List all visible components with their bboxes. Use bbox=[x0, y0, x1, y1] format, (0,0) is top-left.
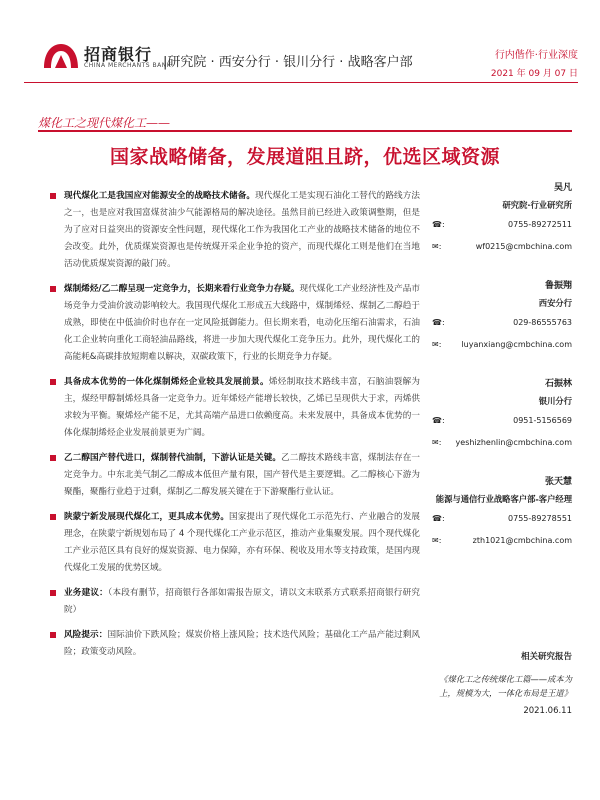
analyst-card bbox=[432, 474, 572, 558]
bullet-marker-icon bbox=[50, 514, 56, 520]
phone-icon: ☎: bbox=[432, 514, 445, 523]
analyst-phone-line bbox=[432, 416, 572, 430]
report-title: 国家战略储备，发展道阻且跻，优选区域资源 bbox=[109, 146, 500, 168]
bullet-text: 烯烃制取技术路线丰富，石脑油裂解为主，煤经甲醇制烯烃具备一定竞争力。近年烯烃产能增长较快，乙烯已呈现供大于求，丙烯供求较为平衡。聚烯烃产能不足，尤其高端产品进口依赖度高。未来发展中，具备成本优势的一体化煤制烯烃企业发展前景更为广阔。 bbox=[64, 377, 420, 438]
mail-icon: ✉: bbox=[432, 536, 442, 545]
analyst-phone-line bbox=[432, 514, 572, 528]
bullet-lead: 现代煤化工是我国应对能源安全的战略技术储备。 bbox=[64, 191, 256, 201]
header-divider bbox=[24, 82, 578, 83]
bullet-marker-icon bbox=[50, 590, 56, 596]
analyst-phone-line bbox=[432, 220, 572, 234]
related-reports bbox=[432, 650, 572, 716]
analyst-role: 西安分行 bbox=[538, 298, 572, 308]
bullet-marker-icon bbox=[50, 455, 56, 461]
analyst-role: 能源与通信行业战略客户部-客户经理 bbox=[435, 494, 572, 504]
analyst-role: 研究院·行业研究所 bbox=[502, 200, 572, 210]
analyst-email[interactable]: zth1021@cmbchina.com bbox=[472, 536, 572, 545]
bullet-text: 乙二醇技术路线丰富，煤制法存在一定竞争力。中东北美气制乙二醇成本低但产量有限，国产替代是主要逻辑。乙二醇核心下游为聚酯，聚酯行业趋于过剩，煤制乙二醇发展关键在于下游聚酯行业认证。 bbox=[64, 453, 420, 497]
analyst-email-line bbox=[432, 536, 572, 550]
bullet-lead: 陕蒙宁新发展现代煤化工，更具成本优势。 bbox=[64, 512, 230, 522]
analyst-email-line bbox=[432, 438, 572, 452]
bullet-text: 现代煤化工产业经济性及产品市场竞争力受油价波动影响较大。我国现代煤化工形成五大线路中，煤制烯烃、煤制乙二醇趋于成熟，即使在中低油价时也存在一定风险抵御能力。但长期来看，电动化压缩石油需求，石油化工企业转向重化工商轻油品路线，将进一步加大现代煤化工竞争压力。此外，现代煤化工的高能耗&高碳排放短期难以解决，双碳政策下，行业的长期竞争力存疑。 bbox=[64, 284, 420, 362]
analyst-phone: 0755-89278551 bbox=[508, 514, 572, 523]
phone-icon: ☎: bbox=[432, 318, 445, 327]
analyst-email-line bbox=[432, 340, 572, 354]
mail-icon: ✉: bbox=[432, 242, 442, 251]
phone-icon: ☎: bbox=[432, 220, 445, 229]
related-report-date: 2021.06.11 bbox=[523, 706, 572, 716]
report-series: 煤化工之现代煤化工—— bbox=[38, 116, 171, 130]
phone-icon: ☎: bbox=[432, 416, 445, 425]
bullet-lead: 风险提示： bbox=[64, 630, 108, 640]
analyst-name: 石振林 bbox=[544, 379, 572, 389]
bullet-lead: 业务建议： bbox=[64, 588, 108, 598]
analyst-email[interactable]: luyanxiang@cmbchina.com bbox=[461, 340, 572, 349]
bullet-marker-icon bbox=[50, 286, 56, 292]
summary-bullet bbox=[48, 450, 420, 501]
summary-bullet bbox=[48, 281, 420, 366]
analyst-name: 吴凡 bbox=[553, 183, 572, 193]
bullet-text: 国际油价下跌风险；煤炭价格上涨风险；技术迭代风险；基础化工产品产能过剩风险；政策变动风险。 bbox=[64, 630, 420, 657]
bullet-text: 国家提出了现代煤化工示范先行、产业融合的发展理念，在陕蒙宁新规划布局了 4 个现代煤化工产业示范区，推动产业集聚发展。四个现代煤化工产业示范区具有良好的煤炭资源、电力保障，亦有环保、税收及用水等支持政策，是国内现代煤化工发展的优势区域。 bbox=[64, 512, 420, 573]
bank-name-en: CHINA MERCHANTS BANK bbox=[84, 62, 172, 69]
analyst-email[interactable]: yeshizhenlin@cmbchina.com bbox=[455, 438, 572, 447]
departments: |研究院 · 西安分行 · 银川分行 · 战略客户部 bbox=[163, 55, 413, 70]
summary-body bbox=[48, 188, 420, 669]
bullet-text: （本段有删节，招商银行各部如需报告原文，请以文末联系方式联系招商银行研究院） bbox=[64, 588, 420, 615]
summary-bullet bbox=[48, 627, 420, 661]
bullet-lead: 具备成本优势的一体化煤制烯烃企业较具发展前景。 bbox=[64, 377, 269, 387]
cmb-logo-icon bbox=[40, 38, 82, 72]
mail-icon: ✉: bbox=[432, 340, 442, 349]
analyst-phone: 0951-5156569 bbox=[513, 416, 572, 425]
summary-bullet bbox=[48, 374, 420, 442]
analyst-phone: 029-86555763 bbox=[513, 318, 572, 327]
bullet-lead: 乙二醇国产替代进口，煤制替代油制，下游认证是关键。 bbox=[64, 453, 282, 463]
analyst-card bbox=[432, 278, 572, 362]
summary-bullet bbox=[48, 188, 420, 273]
related-heading: 相关研究报告 bbox=[520, 652, 572, 662]
bullet-lead: 煤制烯烃/乙二醇呈现一定竞争力，长期来看行业竞争力存疑。 bbox=[64, 284, 300, 294]
bullet-text: 现代煤化工是实现石油化工替代的路线方法之一，也是应对我国富煤贫油少气能源格局的解决途径。虽然目前已经进入政策调整期，但是为了应对日益突出的资源安全性问题，现代煤化工作为我国化工产业的战略技术储备的地位不会改变。此外，优质煤炭资源也是传统煤开采企业争抢的资产，而现代煤化工则是他们在当地活动优质煤炭资源的敲门砖。 bbox=[64, 191, 420, 269]
report-header bbox=[0, 0, 600, 90]
analyst-name: 鲁振翔 bbox=[544, 281, 572, 291]
summary-bullet bbox=[48, 585, 420, 619]
series-divider bbox=[38, 130, 572, 132]
analyst-email-line bbox=[432, 242, 572, 256]
mail-icon: ✉: bbox=[432, 438, 442, 447]
bullet-marker-icon bbox=[50, 193, 56, 199]
bank-name: 招商银行 bbox=[84, 45, 153, 64]
analyst-role: 银川分行 bbox=[538, 396, 572, 406]
related-report-title[interactable]: 《煤化工之传统煤化工篇——成本为上，规模为大，一体化布局是王道》 bbox=[439, 674, 572, 698]
analyst-name: 张天慧 bbox=[544, 477, 572, 487]
analyst-phone: 0755-89272511 bbox=[508, 220, 572, 229]
bullet-marker-icon bbox=[50, 379, 56, 385]
analyst-card bbox=[432, 180, 572, 264]
analyst-phone-line bbox=[432, 318, 572, 332]
analyst-email[interactable]: wf0215@cmbchina.com bbox=[475, 242, 572, 251]
report-date: 2021 年 09 月 07 日 bbox=[490, 69, 578, 79]
analyst-card bbox=[432, 376, 572, 460]
summary-bullet bbox=[48, 509, 420, 577]
report-type: 行内偕作·行业深度 bbox=[494, 50, 578, 61]
bullet-marker-icon bbox=[50, 632, 56, 638]
